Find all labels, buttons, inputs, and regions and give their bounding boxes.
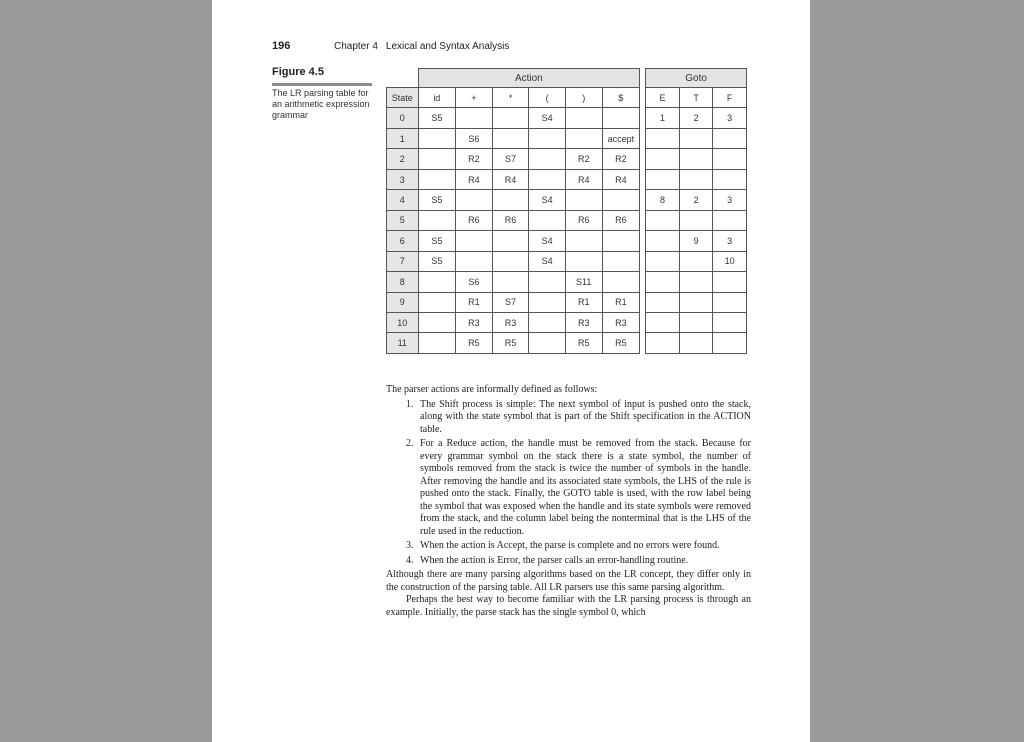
- table-body: [387, 69, 747, 354]
- state-cell: 4: [387, 190, 419, 210]
- table-cell: R2: [456, 149, 493, 169]
- running-head: [272, 40, 509, 52]
- column-header: E: [646, 88, 680, 108]
- table-cell: [713, 149, 747, 169]
- column-header: T: [679, 88, 713, 108]
- table-cell: [679, 272, 713, 292]
- table-row: [387, 169, 747, 189]
- table-row: [387, 190, 747, 210]
- column-header: ): [565, 88, 602, 108]
- table-cell: R5: [492, 333, 529, 354]
- table-cell: [713, 210, 747, 230]
- table-cell: R6: [602, 210, 640, 230]
- table-cell: R4: [456, 169, 493, 189]
- table-row: [387, 251, 747, 271]
- table-cell: [679, 312, 713, 332]
- table-cell: [713, 169, 747, 189]
- table-cell: [646, 312, 680, 332]
- figure-rule: [272, 83, 372, 86]
- table-cell: [418, 292, 456, 312]
- table-row: [387, 333, 747, 354]
- list-number: 3.: [406, 540, 414, 551]
- table-cell: 9: [679, 231, 713, 251]
- paragraph-2: Perhaps the best way to become familiar with the LR parsing process is through an example. Initially, the parse stack has the single symbol 0, which: [386, 594, 751, 618]
- table-cell: R4: [565, 169, 602, 189]
- list-text: When the action is Accept, the parse is complete and no errors were found.: [420, 540, 720, 551]
- table-cell: [679, 210, 713, 230]
- table-cell: 2: [679, 190, 713, 210]
- table-cell: [529, 272, 566, 292]
- table-cell: [646, 149, 680, 169]
- paragraph-1: Although there are many parsing algorithms based on the LR concept, they differ only in the construction of the parsing table. All LR parsers use this same parsing algorithm.: [386, 569, 751, 593]
- table-cell: [492, 108, 529, 128]
- table-cell: [646, 333, 680, 354]
- column-header: *: [492, 88, 529, 108]
- column-header: (: [529, 88, 566, 108]
- table-cell: 1: [646, 108, 680, 128]
- list-item: [386, 438, 751, 538]
- table-cell: [492, 272, 529, 292]
- action-header: Action: [418, 69, 640, 88]
- column-header: id: [418, 88, 456, 108]
- table-cell: [492, 190, 529, 210]
- table-cell: [456, 190, 493, 210]
- table-cell: R6: [456, 210, 493, 230]
- state-cell: 5: [387, 210, 419, 230]
- table-cell: R5: [602, 333, 640, 354]
- state-cell: 8: [387, 272, 419, 292]
- table-cell: [418, 272, 456, 292]
- table-cell: [418, 169, 456, 189]
- state-cell: 10: [387, 312, 419, 332]
- table-cell: S7: [492, 292, 529, 312]
- table-cell: 3: [713, 231, 747, 251]
- table-row: [387, 312, 747, 332]
- table-cell: [602, 231, 640, 251]
- table-cell: [646, 210, 680, 230]
- table-cell: [456, 251, 493, 271]
- table-cell: S5: [418, 231, 456, 251]
- table-cell: [713, 128, 747, 148]
- table-cell: R3: [602, 312, 640, 332]
- table-cell: [565, 251, 602, 271]
- table-cell: [418, 312, 456, 332]
- table-cell: S4: [529, 190, 566, 210]
- table-cell: S6: [456, 272, 493, 292]
- table-cell: [529, 312, 566, 332]
- table-cell: S5: [418, 190, 456, 210]
- table-cell: [418, 128, 456, 148]
- column-header: $: [602, 88, 640, 108]
- table-cell: [418, 149, 456, 169]
- state-cell: 6: [387, 231, 419, 251]
- table-cell: R2: [565, 149, 602, 169]
- table-cell: 3: [713, 108, 747, 128]
- table-cell: [565, 108, 602, 128]
- table-cell: 8: [646, 190, 680, 210]
- table-row: [387, 210, 747, 230]
- table-cell: 2: [679, 108, 713, 128]
- state-cell: 11: [387, 333, 419, 354]
- table-cell: [646, 251, 680, 271]
- state-cell: 3: [387, 169, 419, 189]
- table-cell: accept: [602, 128, 640, 148]
- table-row: [387, 231, 747, 251]
- goto-header: Goto: [646, 69, 747, 88]
- state-cell: 2: [387, 149, 419, 169]
- table-cell: [646, 231, 680, 251]
- table-cell: [679, 149, 713, 169]
- lr-parsing-table: [386, 68, 747, 354]
- column-header: State: [387, 88, 419, 108]
- table-cell: [713, 272, 747, 292]
- table-cell: [679, 251, 713, 271]
- table-cell: [529, 149, 566, 169]
- table-cell: [418, 210, 456, 230]
- state-cell: 1: [387, 128, 419, 148]
- table-cell: S4: [529, 251, 566, 271]
- list-item: [386, 555, 751, 568]
- table-cell: [602, 190, 640, 210]
- table-row: [387, 108, 747, 128]
- table-cell: 3: [713, 190, 747, 210]
- table-cell: [679, 128, 713, 148]
- intro-paragraph: The parser actions are informally defined as follows:: [386, 384, 598, 395]
- table-cell: [646, 128, 680, 148]
- table-cell: [418, 333, 456, 354]
- list-number: 2.: [406, 438, 414, 449]
- table-cell: [529, 169, 566, 189]
- table-row: [387, 149, 747, 169]
- table-cell: [646, 272, 680, 292]
- table-cell: [646, 292, 680, 312]
- table-cell: [529, 128, 566, 148]
- chapter-label: Chapter 4: [334, 41, 378, 52]
- list-item: [386, 540, 751, 553]
- table-cell: R6: [565, 210, 602, 230]
- table-cell: [713, 312, 747, 332]
- table-cell: S5: [418, 251, 456, 271]
- table-cell: S5: [418, 108, 456, 128]
- table-cell: R4: [492, 169, 529, 189]
- column-header-row: [387, 88, 747, 108]
- table-cell: R1: [456, 292, 493, 312]
- page-number: 196: [272, 40, 291, 52]
- table-cell: R3: [456, 312, 493, 332]
- body-text: [386, 384, 751, 619]
- table-cell: S4: [529, 231, 566, 251]
- group-header-row: [387, 69, 747, 88]
- table-cell: [713, 292, 747, 312]
- state-cell: 7: [387, 251, 419, 271]
- list-text: For a Reduce action, the handle must be removed from the stack. Because for every grammar symbol on the stack there is a state symbol, the number of symbols removed from the stack is twice the number of symbols in the handle. After removing the handle and its associated state symbols, the LHS of the rule is pushed onto the stack. Finally, the GOTO table is used, with the row label being the symbol that was exposed when the handle and its state symbols were removed from the stack, and the column label being the nonterminal that is the LHS of the rule used in the reduction.: [420, 438, 751, 537]
- table-cell: S11: [565, 272, 602, 292]
- actions-list: [386, 399, 751, 568]
- list-item: [386, 399, 751, 437]
- table-cell: R5: [456, 333, 493, 354]
- table-cell: [565, 231, 602, 251]
- table-cell: 10: [713, 251, 747, 271]
- table-cell: [492, 251, 529, 271]
- table-cell: [529, 210, 566, 230]
- chapter-title: Lexical and Syntax Analysis: [385, 41, 510, 52]
- table-cell: [492, 128, 529, 148]
- table-cell: [602, 108, 640, 128]
- table-cell: R1: [565, 292, 602, 312]
- table-row: [387, 272, 747, 292]
- table-cell: [646, 169, 680, 189]
- table-cell: S4: [529, 108, 566, 128]
- table-cell: R4: [602, 169, 640, 189]
- table-cell: [679, 292, 713, 312]
- state-cell: 0: [387, 108, 419, 128]
- table-cell: [456, 231, 493, 251]
- column-header: +: [456, 88, 493, 108]
- table-cell: [565, 128, 602, 148]
- list-number: 1.: [406, 398, 414, 410]
- table-cell: [602, 272, 640, 292]
- list-text: The Shift process is simple: The next symbol of input is pushed onto the stack, along with the state symbol that is part of the Shift specification in the ACTION table.: [420, 398, 751, 435]
- table-cell: R3: [492, 312, 529, 332]
- table-cell: R3: [565, 312, 602, 332]
- table-cell: S6: [456, 128, 493, 148]
- table-cell: [565, 190, 602, 210]
- list-number: 4.: [406, 554, 414, 566]
- blank-corner: [387, 69, 419, 88]
- table-cell: [679, 333, 713, 354]
- book-page: [212, 0, 810, 742]
- table-cell: [602, 251, 640, 271]
- table-cell: R5: [565, 333, 602, 354]
- table-cell: [492, 231, 529, 251]
- table-cell: [529, 333, 566, 354]
- table-cell: [713, 333, 747, 354]
- table-cell: R6: [492, 210, 529, 230]
- table-cell: [456, 108, 493, 128]
- state-cell: 9: [387, 292, 419, 312]
- table-row: [387, 128, 747, 148]
- figure-caption: The LR parsing table for an arithmetic expression grammar: [272, 88, 370, 120]
- column-header: F: [713, 88, 747, 108]
- table-cell: R1: [602, 292, 640, 312]
- table-cell: R2: [602, 149, 640, 169]
- table-cell: S7: [492, 149, 529, 169]
- list-text: When the action is Error, the parser calls an error-handling routine.: [420, 554, 689, 566]
- table-cell: [529, 292, 566, 312]
- table-cell: [679, 169, 713, 189]
- figure-label: Figure 4.5: [272, 66, 324, 78]
- table-row: [387, 292, 747, 312]
